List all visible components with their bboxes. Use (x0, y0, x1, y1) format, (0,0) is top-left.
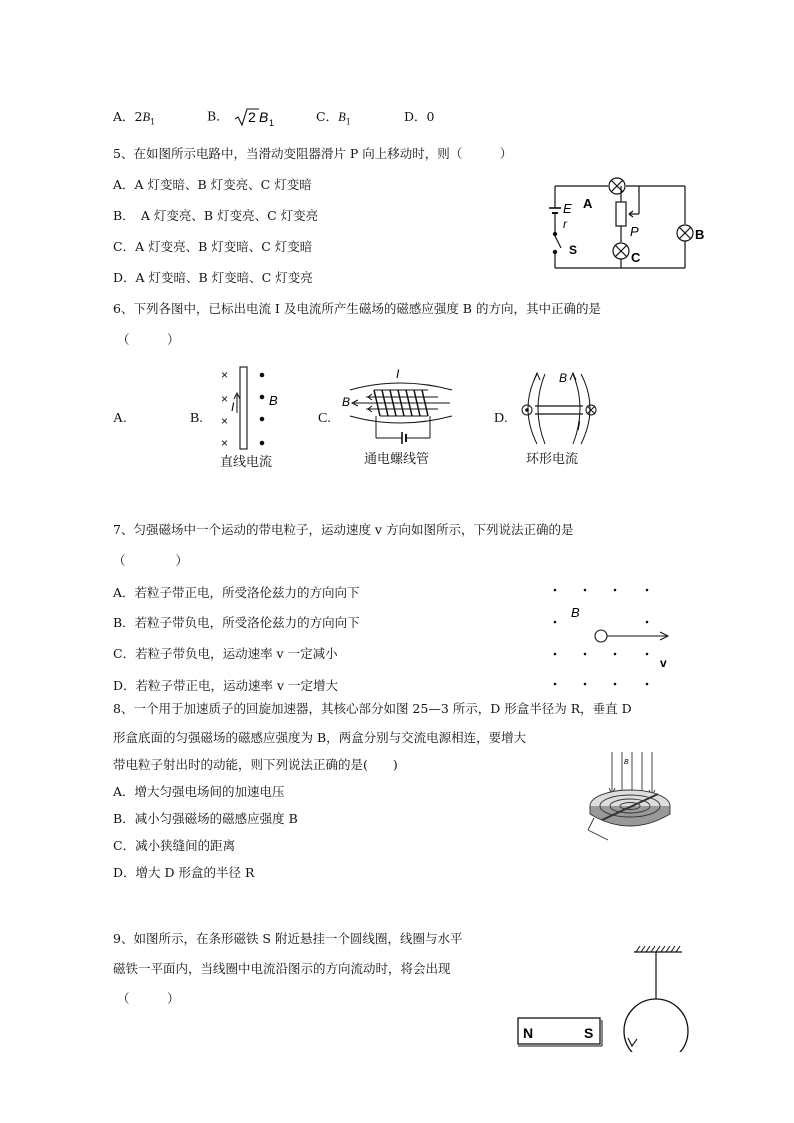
svg-text:E: E (563, 201, 572, 216)
svg-text:S: S (584, 1025, 594, 1041)
q7-stem: 7、匀强磁场中一个运动的带电粒子，运动速度 v 方向如图所示，下列说法正确的是 (113, 522, 574, 537)
svg-text:1: 1 (268, 118, 274, 128)
svg-text:v: v (660, 656, 667, 670)
q4-option-a: A．$2B_1$ (113, 109, 156, 127)
svg-text:×: × (221, 414, 229, 428)
svg-text:B: B (258, 109, 269, 125)
q6-stem: 6、下列各图中，已标出电流 I 及电流所产生磁场的磁感应强度 B 的方向，其中正确的是 (113, 301, 601, 316)
q5-option-d: D．A 灯变暗、B 灯变暗、C 灯变亮 (113, 270, 313, 285)
q7-option-c: C．若粒子带负电，运动速率 v 一定减小 (113, 646, 338, 661)
q5-circuit-diagram (535, 176, 710, 276)
q6-option-b: B. (190, 411, 203, 426)
svg-text:B: B (571, 605, 580, 620)
svg-text:B: B (269, 393, 278, 408)
q5-option-a: A．A 灯变暗、B 灯变亮、C 灯变暗 (113, 177, 312, 192)
svg-text:×: × (221, 392, 229, 406)
q7-option-d: D．若粒子带正电，运动速率 v 一定增大 (113, 678, 339, 693)
svg-text:B: B (559, 371, 568, 385)
q8-stem-line3: 带电粒子射出时的动能，则下列说法正确的是( ) (113, 757, 398, 772)
svg-text:I: I (577, 419, 581, 433)
q9-magnet-coil-figure (510, 942, 710, 1052)
q8-stem-line1: 8、一个用于加速质子的回旋加速器，其核心部分如图 25—3 所示，D 形盒半径为 R，垂直 D (113, 701, 632, 716)
svg-text:B: B (624, 759, 629, 766)
svg-text:I: I (396, 367, 400, 381)
q6-caption-ring: 环形电流 (526, 452, 579, 467)
q6-option-a: A. (113, 411, 127, 426)
q6-straight-current-figure (215, 365, 290, 450)
q7-option-a: A．若粒子带正电，所受洛伦兹力的方向向下 (113, 585, 360, 600)
q7-magnetic-field-figure (545, 580, 685, 690)
q6-caption-straight: 直线电流 (220, 455, 273, 470)
q6-ring-current-figure (515, 368, 605, 448)
q9-answer-paren: （ ） (117, 991, 180, 1006)
q4-option-b: B． 2 B 1 (207, 106, 277, 128)
q4-option-d: D．0 (404, 109, 435, 124)
q6-answer-paren: （ ） (117, 332, 180, 347)
q8-cyclotron-figure (578, 748, 683, 843)
q8-option-d: D．增大 D 形盒的半径 R (113, 865, 255, 880)
q8-option-c: C．减小狭缝间的距离 (113, 838, 236, 853)
svg-text:2: 2 (247, 109, 256, 125)
q9-stem-line2: 磁铁一平面内，当线圈中电流沿图示的方向流动时，将会出现 (113, 961, 451, 976)
svg-text:B: B (695, 227, 705, 242)
q6-option-c: C. (318, 411, 331, 426)
svg-text:P: P (630, 224, 639, 239)
svg-text:r: r (563, 217, 567, 231)
q8-stem-line2: 形盒底面的匀强磁场的磁感应强度为 B，两盒分别与交流电源相连，要增大 (113, 730, 527, 745)
q9-stem-line1: 9、如图所示，在条形磁铁 S 附近悬挂一个圆线圈，线圈与水平 (113, 931, 463, 946)
q5-option-c: C．A 灯变亮、B 灯变暗、C 灯变暗 (113, 239, 313, 254)
sqrt2-b1-formula (233, 106, 277, 128)
q6-option-d: D. (494, 411, 508, 426)
q7-option-b: B．若粒子带负电，所受洛伦兹力的方向向下 (113, 615, 360, 630)
q4-option-c: C．$B_1$ (316, 109, 351, 127)
q5-stem: 5、在如图所示电路中，当滑动变阻器滑片 P 向上移动时，则（ ） (113, 146, 513, 161)
svg-text:I: I (231, 400, 235, 414)
svg-text:N: N (523, 1025, 534, 1041)
q7-answer-paren: （ ） (113, 553, 189, 568)
svg-text:C: C (631, 250, 641, 265)
q5-option-b: B． A 灯变亮、B 灯变亮、C 灯变亮 (113, 208, 319, 223)
svg-text:×: × (221, 368, 229, 382)
svg-text:A: A (583, 196, 593, 211)
q8-option-a: A．增大匀强电场间的加速电压 (113, 784, 285, 799)
q6-caption-solenoid: 通电螺线管 (364, 452, 430, 467)
q6-solenoid-figure (338, 366, 463, 446)
svg-text:S: S (569, 243, 578, 257)
svg-text:B: B (342, 395, 351, 409)
q8-option-b: B．减小匀强磁场的磁感应强度 B (113, 811, 298, 826)
svg-text:×: × (221, 436, 229, 450)
